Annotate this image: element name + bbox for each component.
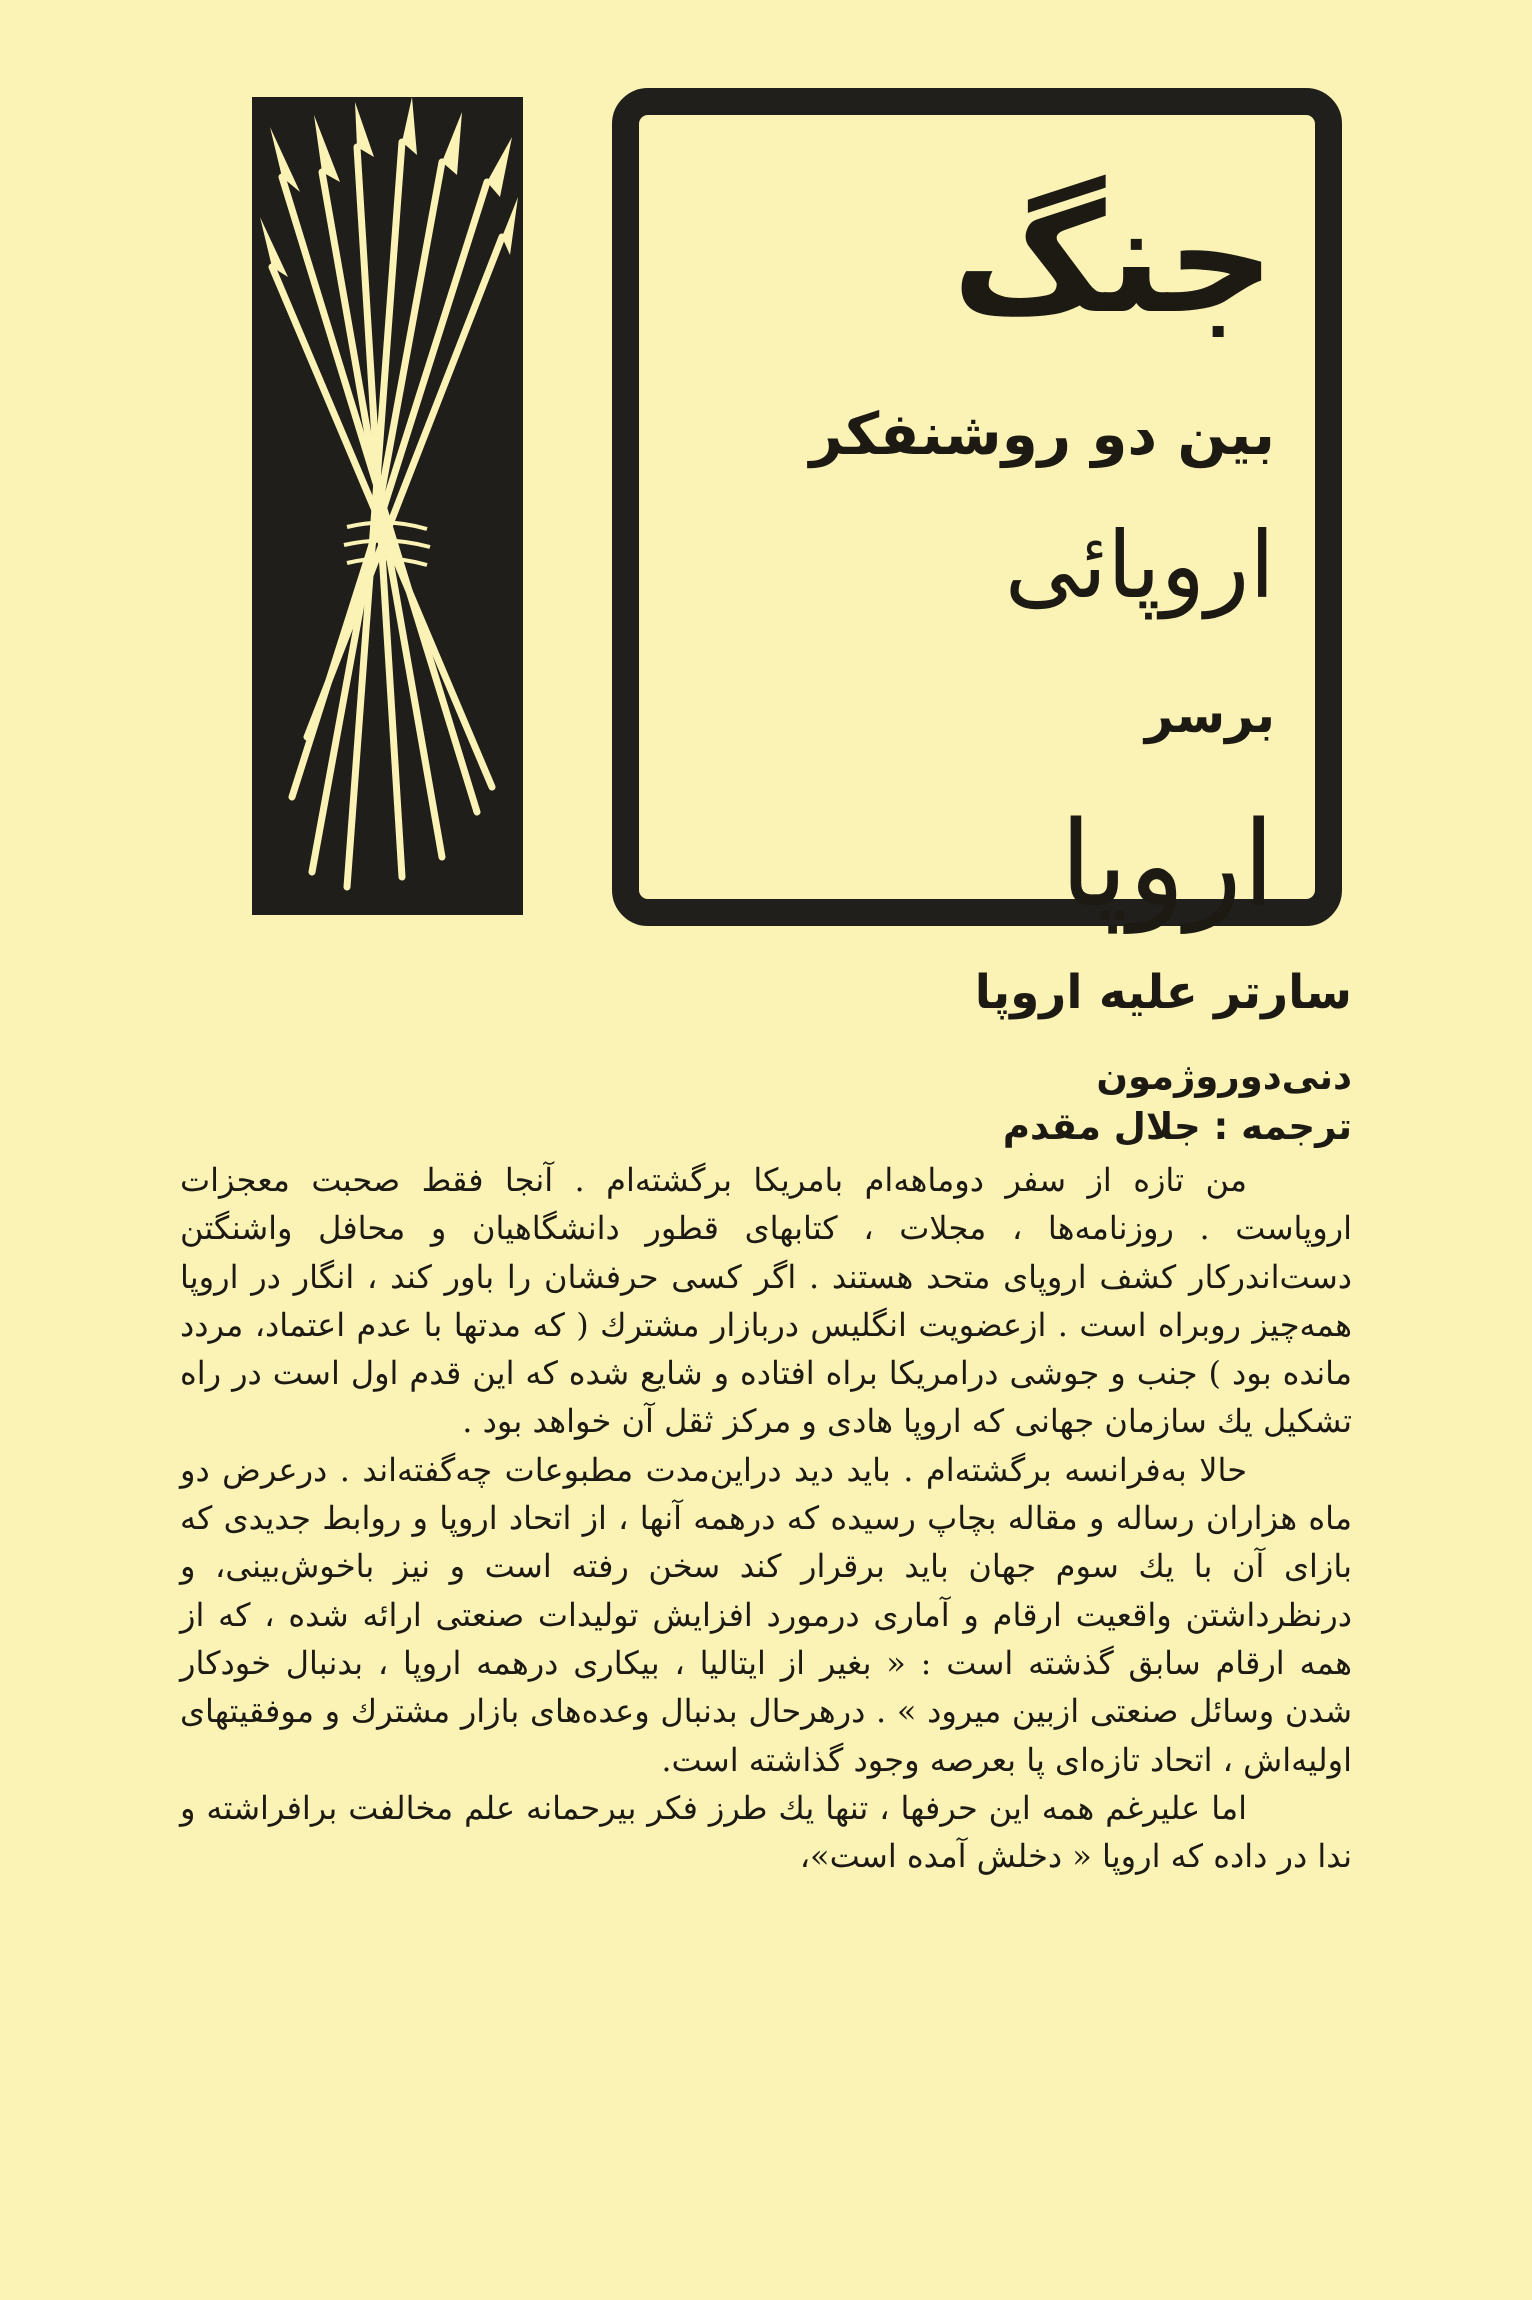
article-author: دنی‌دوروژمون bbox=[1096, 1055, 1352, 1098]
title-line-between-two-intellectuals: بین دو روشنفکر bbox=[809, 400, 1275, 468]
crossed-spears-icon bbox=[252, 97, 523, 915]
title-line-europe: اروپا bbox=[1059, 795, 1275, 933]
title-frame bbox=[612, 88, 1342, 933]
title-line-european: اروپائی bbox=[1004, 512, 1275, 619]
article-body bbox=[180, 1156, 1352, 1880]
paragraph: حالا به‌فرانسه برگشته‌ام . باید دید دراین‌مدت مطبوعات چه‌گفته‌اند . درعرض دو ماه هزاران رساله و مقاله بچاپ رسیده که درهمه آنها ، از اتحاد اروپا و روابط جدیدی که بازای آن با یك سوم جهان باید برقرار کند سخن رفته است و نیز باخوش‌بینی، و درنظرداشتن واقعیت ارقام و آماری درمورد افزایش تولیدات صنعتی ارائه شده ، که از همه ارقام سابق گذشته است : « بغیر از ایتالیا ، بیکاری درهمه اروپا ، بدنبال خودکار شدن وسائل صنعتی ازبین میرود » . درهرحال بدنبال وعده‌های بازار مشترك و موفقیتهای اولیه‌اش ، اتحاد تازه‌ای پا بعرصه وجود گذاشته است. bbox=[180, 1450, 1352, 1779]
article bbox=[180, 965, 1352, 1880]
article-translator: ترجمه : جلال مقدم bbox=[1002, 1105, 1352, 1148]
spears-woodcut-illustration bbox=[252, 97, 523, 915]
paragraph: اما علیرغم همه این حرفها ، تنها یك طرز فکر بیرحمانه علم مخالفت برافراشته و ندا در داده که اروپا « دخلش آمده است»، bbox=[180, 1788, 1352, 1876]
title-line-over: برسر bbox=[1144, 686, 1275, 744]
main-title: جنگ bbox=[952, 173, 1275, 347]
article-headline: سارتر علیه اروپا bbox=[974, 965, 1352, 1020]
paragraph: من تازه از سفر دوماهه‌ام بامریکا برگشته‌ام . آنجا فقط صحبت معجزات اروپاست . روزنامه‌ها ، مجلات ، کتابهای قطور دانشگاهیان و محافل واشنگتن دست‌اندرکار کشف اروپای متحد هستند . اگر کسی حرفشان را باور کند ، انگار در اروپا همه‌چیز روبراه است . ازعضویت انگلیس دربازار مشترك ( که مدتها با عدم اعتماد، مردد مانده بود ) جنب و جوشی درامریکا براه افتاده و شایع شده که این قدم اول است در راه تشکیل یك سازمان جهانی که اروپا هادی و مرکز ثقل آن خواهد بود . bbox=[180, 1161, 1353, 1441]
